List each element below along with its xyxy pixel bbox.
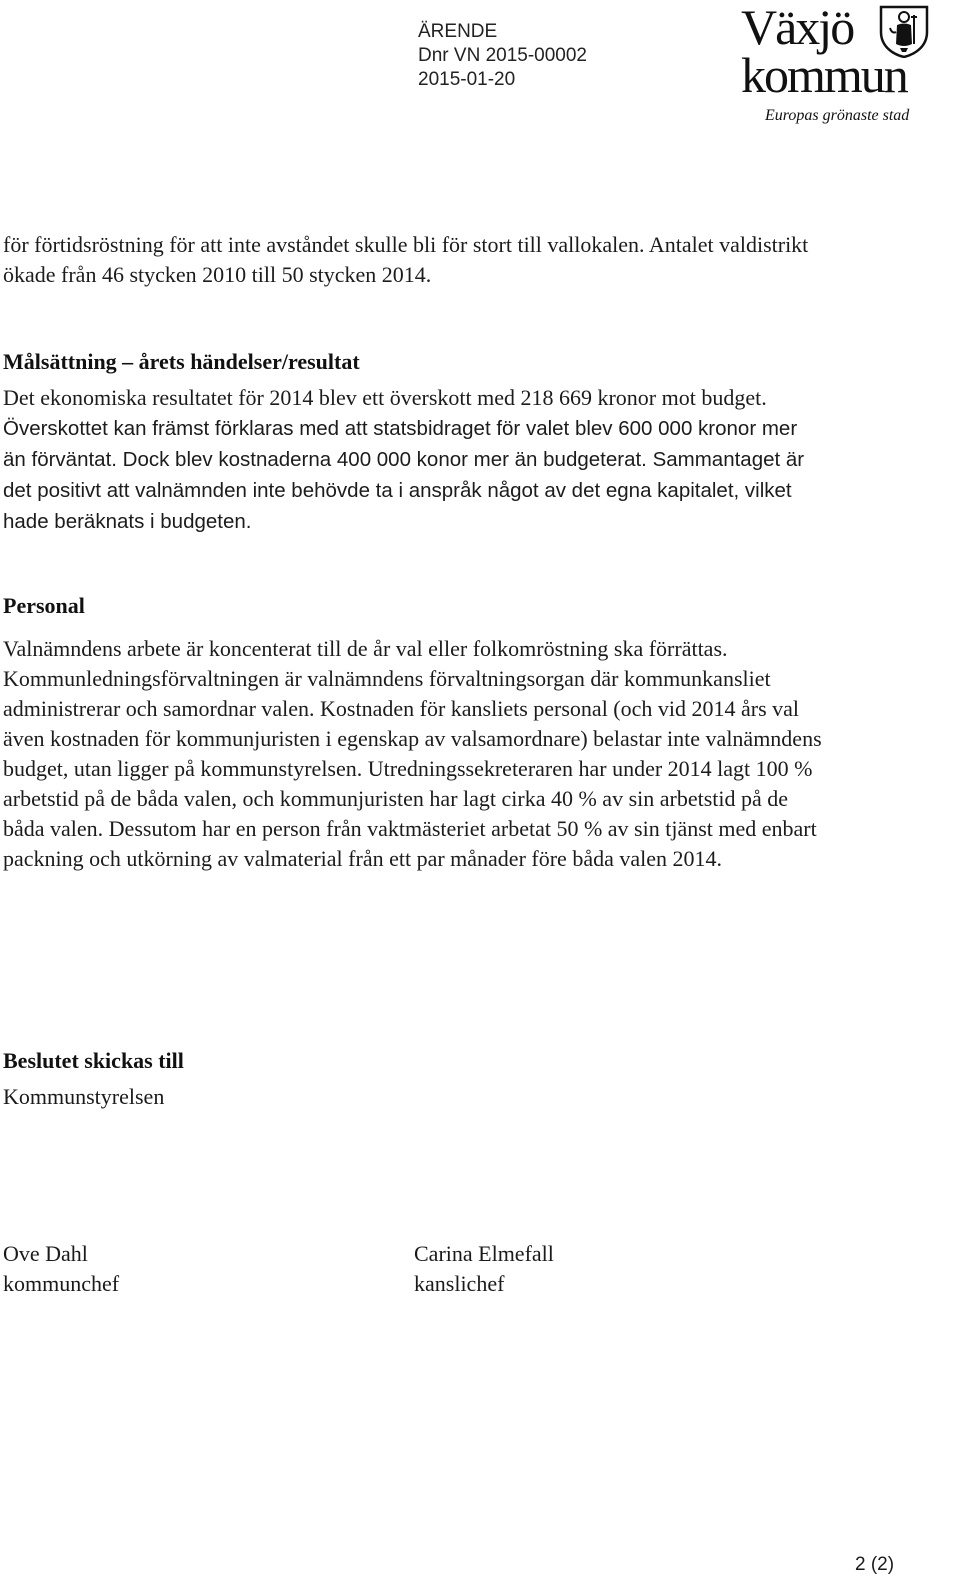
vaxjo-kommun-logo — [741, 2, 953, 130]
document-date: 2015-01-20 — [418, 69, 516, 90]
case-number: Dnr VN 2015-00002 — [418, 45, 587, 66]
signatory-title: kanslichef — [414, 1271, 505, 1296]
signatory-name: Carina Elmefall — [414, 1241, 554, 1266]
document-type: ÄRENDE — [418, 21, 498, 42]
intro-paragraph: för förtidsröstning för att inte avståndet skulle bli för stort till vallokalen. Antalet valdistrikt ökade från 46 stycken 2010 till 50 stycken 2014. — [3, 232, 809, 287]
section-heading-personnel: Personal — [3, 593, 85, 618]
distribution-heading: Beslutet skickas till — [3, 1048, 184, 1073]
personnel-paragraph: Valnämndens arbete är koncenterat till de år val eller folkomröstning ska förrättas. Kommunledningsförvaltningen är valnämndens förvaltningsorgan där kommunkansliet administrerar och samordnar valen. Kostnaden för kansliets personal (och vid 2014 års val även kostnaden för kommunjuristen i egenskap av valsamordnare) belastar inte valnämndens budget, utan ligger på kommunstyrelsen. Utredningssekreteraren har under 2014 lagt 100 % arbetstid på de båda valen, och kommunjuristen har lagt cirka 40 % av sin arbetstid på de båda valen. Dessutom har en person från vaktmästeriet arbetat 50 % av sin tjänst med enbart packning och utkörning av valmaterial från ett par månader före båda valen 2014. — [3, 636, 822, 871]
goals-paragraph-sans: Överskottet kan främst förklaras med att statsbidraget för valet blev 600 000 kronor mer än förväntat. Dock blev kostnaderna 400 000 konor mer än budgeterat. Sammantaget är det positivt att valnämnden inte behövde ta i anspråk något av det egna kapitalet, vilket hade beräknats i budgeten. — [3, 417, 805, 533]
logo-tagline: Europas grönaste stad — [765, 107, 910, 124]
signatory-name: Ove Dahl — [3, 1241, 88, 1266]
page-number: 2 (2) — [855, 1554, 895, 1575]
goals-paragraph-serif: Det ekonomiska resultatet för 2014 blev ett överskott med 218 669 kronor mot budget. — [3, 385, 767, 410]
distribution-recipient: Kommunstyrelsen — [3, 1084, 165, 1109]
logo-word-kommun: kommun — [741, 47, 907, 103]
goals-paragraph — [3, 383, 823, 537]
signatory-title: kommunchef — [3, 1271, 120, 1296]
document-meta — [418, 20, 587, 92]
section-heading-goals: Målsättning – årets händelser/resultat — [3, 349, 360, 374]
logo-word-vaxjo: Växjö — [741, 0, 854, 55]
